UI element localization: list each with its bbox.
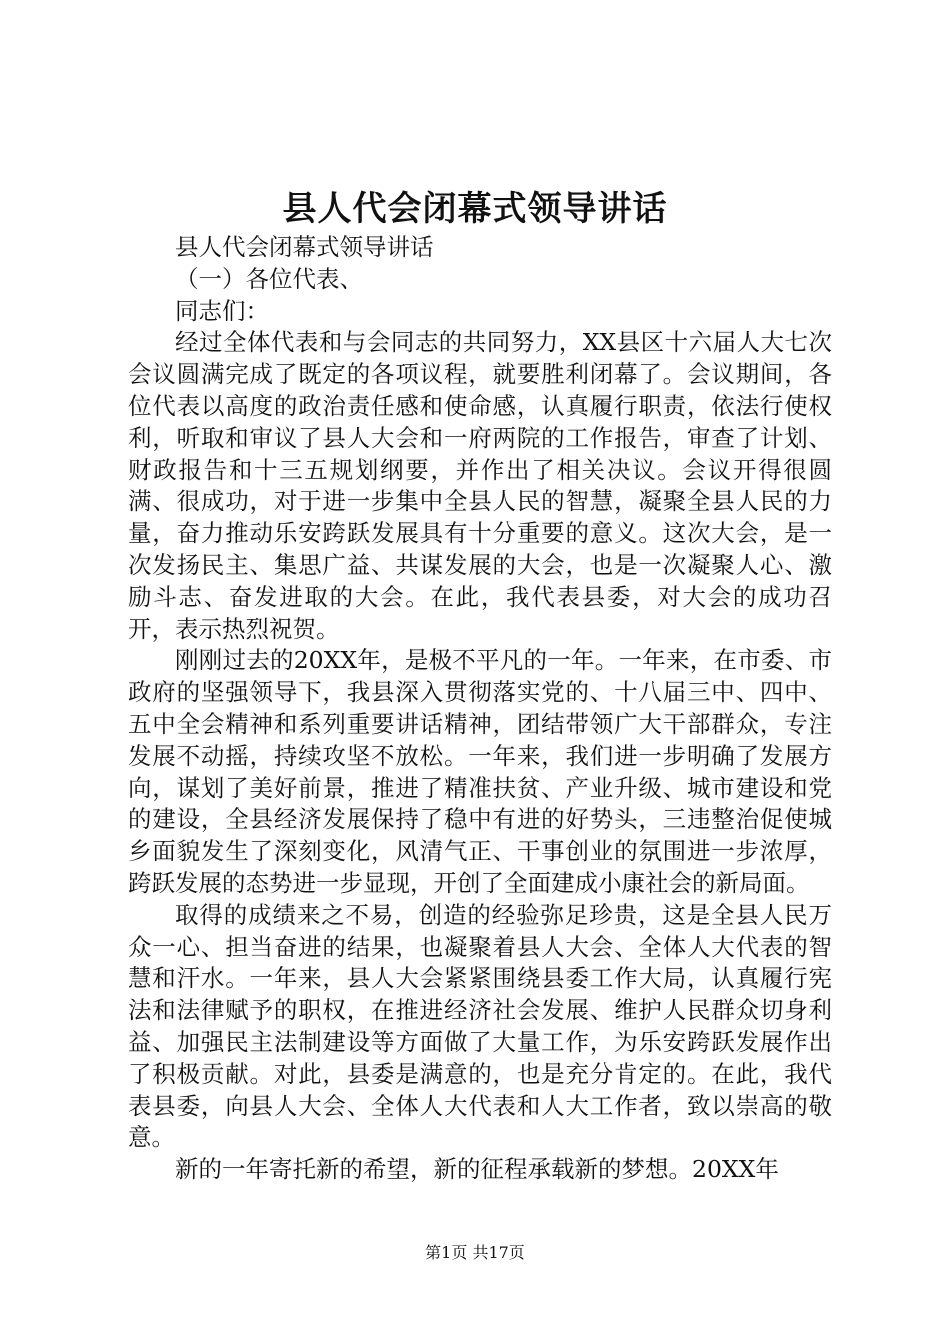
document-body	[128, 232, 832, 1186]
page-footer: 第1页 共17页	[425, 1243, 525, 1262]
paragraph-salutation-2: 同志们：	[175, 296, 269, 325]
paragraph-body-2: 刚刚过去的20XX年，是极不平凡的一年。一年来，在市委、市政府的坚强领导下，我县深入贯彻落实党的、十八届三中、四中、五中全会精神和系列重要讲话精神，团结带领广大干部群众，专注发展不动摇，持续攻坚不放松。一年来，我们进一步明确了发展方向，谋划了美好前景，推进了精准扶贫、产业升级、城市建设和党的建设，全县经济发展保持了稳中有进的好势头，三违整治促使城乡面貌发生了深刻变化，风清气正、干事创业的氛围进一步浓厚，跨跃发展的态势进一步显现，开创了全面建成小康社会的新局面。	[128, 646, 832, 897]
paragraph-body-3: 取得的成绩来之不易，创造的经验弥足珍贵，这是全县人民万众一心、担当奋进的结果，也凝聚着县人大会、全体人大代表的智慧和汗水。一年来，县人大会紧紧围绕县委工作大局，认真履行宪法和法律赋予的职权，在推进经济社会发展、维护人民群众切身利益、加强民主法制建设等方面做了大量工作，为乐安跨跃发展作出了积极贡献。对此，县委是满意的，也是充分肯定的。在此，我代表县委，向县人大会、全体人大代表和人大工作者，致以崇高的敬意。	[128, 900, 832, 1152]
paragraph-body-4: 新的一年寄托新的希望，新的征程承载新的梦想。20XX年	[175, 1155, 779, 1184]
paragraph-subtitle: 县人代会闭幕式领导讲话	[175, 233, 434, 261]
paragraph-body-1: 经过全体代表和与会同志的共同努力，XX县区十六届人大七次会议圆满完成了既定的各项议程，就要胜利闭幕了。会议期间，各位代表以高度的政治责任感和使命感，认真履行职责，依法行使权利，听取和审议了县人大会和一府两院的工作报告，审查了计划、财政报告和十三五规划纲要，并作出了相关决议。会议开得很圆满、很成功，对于进一步集中全县人民的智慧，凝聚全县人民的力量，奋力推动乐安跨跃发展具有十分重要的意义。这次大会，是一次发扬民主、集思广益、共谋发展的大会，也是一次凝聚人心、激励斗志、奋发进取的大会。在此，我代表县委，对大会的成功召开，表示热烈祝贺。	[128, 328, 832, 643]
document-title: 县人代会闭幕式领导讲话	[282, 189, 668, 229]
paragraph-salutation-1: （一）各位代表、	[175, 264, 363, 293]
